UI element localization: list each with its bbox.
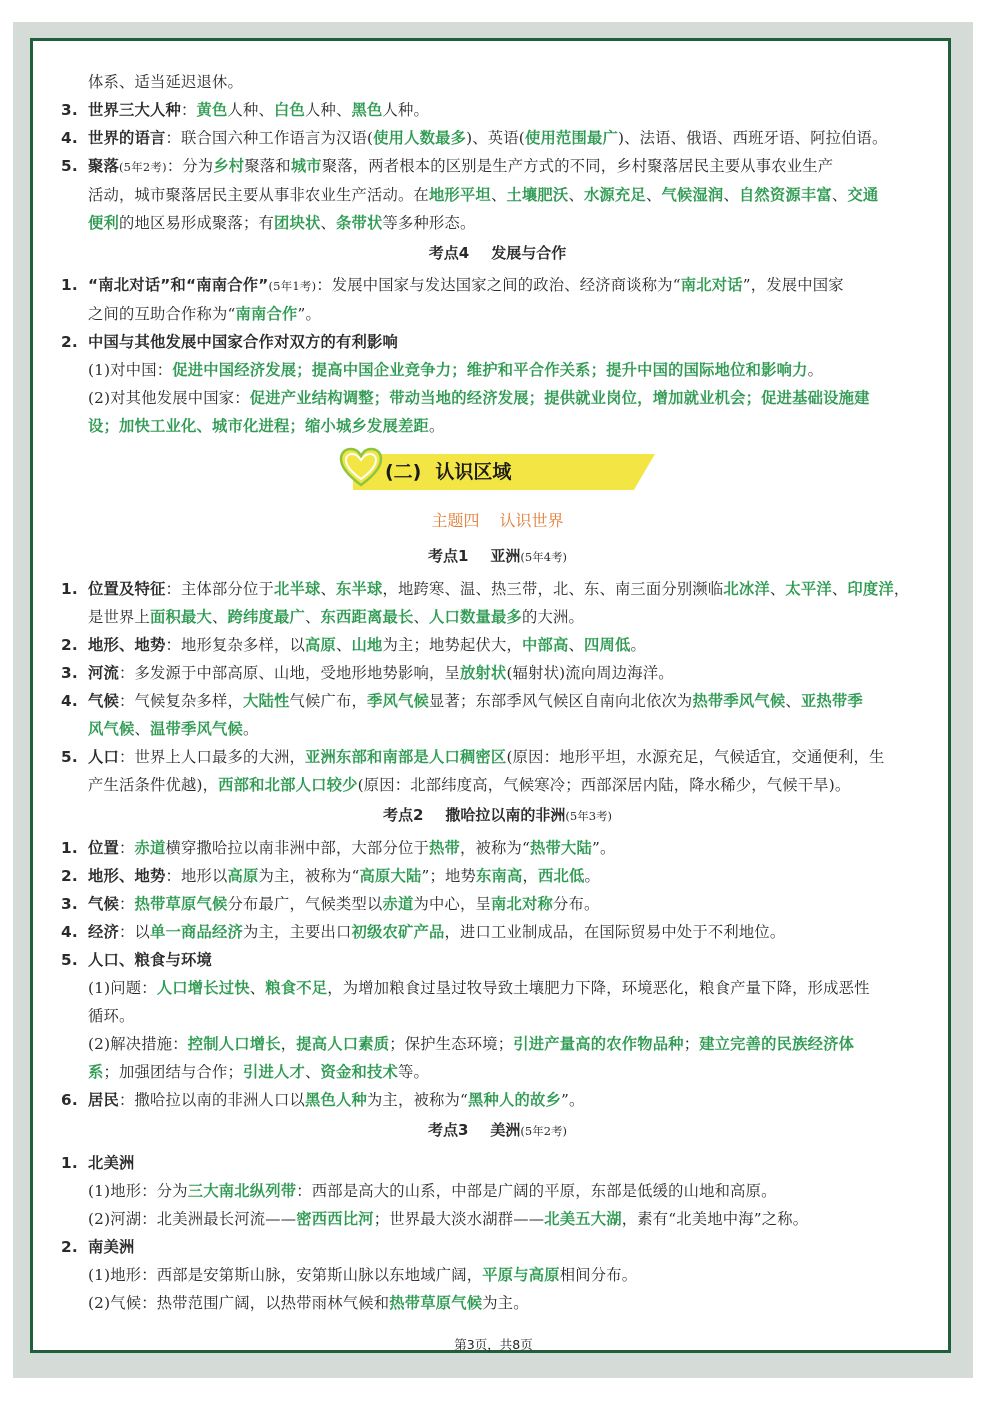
text-line: 系；加强团结与合作；引进人才、资金和技术等。 [88, 1063, 429, 1081]
list-item-africa-population: 5. 人口、粮食与环境 [61, 951, 212, 969]
list-item-africa-terrain: 2. 地形、地势：地形以高原为主，被称为“高原大陆”；地势东南高，西北低。 [61, 867, 601, 885]
text-line: 风气候、温带季风气候。 [88, 720, 259, 738]
heart-icon [338, 446, 384, 488]
list-item-languages: 4. 世界的语言：联合国六种工作语言为汉语(使用人数最多)、英语(使用范围最广)、法语、俄语、西班牙语、阿拉伯语。 [61, 129, 888, 147]
sub-item: (1)对中国：促进中国经济发展；提高中国企业竞争力；维护和平合作关系；提升中国的国际地位和影响力。 [88, 361, 824, 379]
text-line: 循环。 [88, 1007, 135, 1025]
text-line: 产生活条件优越)，西部和北部人口较少(原因：北部纬度高，气候寒冷；西部深居内陆，降水稀少，气候干旱)。 [88, 776, 851, 794]
text-line: 设；加快工业化、城市化进程；缩小城乡发展差距。 [88, 417, 445, 435]
sub-item: (2)解决措施：控制人口增长，提高人口素质；保护生态环境；引进产量高的农作物品种；建立完善的民族经济体 [88, 1035, 855, 1053]
sub-item: (2)河湖：北美洲最长河流——密西西比河；世界最大淡水湖群——北美五大湖，素有“北美地中海”之称。 [88, 1210, 809, 1228]
sub-item: (2)对其他发展中国家：促进产业结构调整；带动当地的经济发展；提供就业岗位，增加就业机会；促进基础设施建 [88, 389, 870, 407]
list-item-north-america: 1. 北美洲 [61, 1154, 135, 1172]
list-item-asia-population: 5. 人口：世界上人口最多的大洲，亚洲东部和南部是人口稠密区(原因：地形平坦，水源充足，气候适宜，交通便利，生 [61, 748, 885, 766]
list-item-races: 3. 世界三大人种：黄色人种、白色人种、黑色人种。 [61, 101, 429, 119]
section-heading-kd3: 考点3 美洲(5年2考) [427, 1121, 568, 1139]
section-heading-kd2: 考点2 撒哈拉以南的非洲(5年3考) [382, 806, 613, 824]
list-item-asia-terrain: 2. 地形、地势：地形复杂多样，以高原、山地为主；地势起伏大，中部高、四周低。 [61, 636, 646, 654]
list-item-africa-location: 1. 位置：赤道横穿撒哈拉以南非洲中部，大部分位于热带，被称为“热带大陆”。 [61, 839, 616, 857]
text-line: 是世界上面积最大、跨纬度最广、东西距离最长、人口数量最多的大洲。 [88, 608, 584, 626]
text-line: 之间的互助合作称为“南南合作”。 [88, 305, 322, 323]
list-item-north-south: 1. “南北对话”和“南南合作”(5年1考)：发展中国家与发达国家之间的政治、经济商谈称为“南北对话”，发展中国家 [61, 276, 844, 294]
text-line: 便利的地区易形成聚落；有团块状、条带状等多种形态。 [88, 214, 476, 232]
page-content [55, 68, 940, 1317]
list-item-asia-rivers: 3. 河流：多发源于中部高原、山地，受地形地势影响，呈放射状(辐射状)流向周边海洋。 [61, 664, 674, 682]
list-item-cooperation-effects: 2. 中国与其他发展中国家合作对双方的有利影响 [61, 333, 398, 351]
list-item-south-america: 2. 南美洲 [61, 1238, 135, 1256]
chapter-banner [55, 444, 940, 502]
list-item-asia-climate: 4. 气候：气候复杂多样，大陆性气候广布，季风气候显著；东部季风气候区自南向北依次为热带季风气候、亚热带季 [61, 692, 863, 710]
sub-item: (2)气候：热带范围广阔，以热带雨林气候和热带草原气候为主。 [88, 1294, 529, 1312]
text-line: 体系、适当延迟退休。 [88, 73, 243, 91]
list-item-africa-residents: 6. 居民：撒哈拉以南的非洲人口以黑色人种为主，被称为“黑种人的故乡”。 [61, 1091, 585, 1109]
list-item-asia-location: 1. 位置及特征：主体部分位于北半球、东半球，地跨寒、温、热三带，北、东、南三面分别濒临北冰洋、太平洋、印度洋， [61, 580, 910, 598]
page-number: 第3页，共8页 [454, 1337, 533, 1352]
list-item-africa-climate: 3. 气候：热带草原气候分布最广，气候类型以赤道为中心，呈南北对称分布。 [61, 895, 600, 913]
chapter-title: (二) 认识区域 [385, 461, 512, 483]
list-item-settlement: 5. 聚落(5年2考)：分为乡村聚落和城市聚落，两者根本的区别是生产方式的不同，乡村聚落居民主要从事农业生产 [61, 157, 834, 175]
list-item-africa-economy: 4. 经济：以单一商品经济为主，主要出口初级农矿产品，进口工业制成品，在国际贸易中处于不利地位。 [61, 923, 786, 941]
sub-item: (1)地形：分为三大南北纵列带：西部是高大的山系，中部是广阔的平原，东部是低缓的山地和高原。 [88, 1182, 777, 1200]
section-heading-kd1: 考点1 亚洲(5年4考) [427, 547, 568, 565]
sub-item: (1)地形：西部是安第斯山脉，安第斯山脉以东地域广阔，平原与高原相间分布。 [88, 1266, 638, 1284]
sub-item: (1)问题：人口增长过快、粮食不足，为增加粮食过垦过牧导致土壤肥力下降，环境恶化，粮食产量下降，形成恶性 [88, 979, 870, 997]
text-line: 活动，城市聚落居民主要从事非农业生产活动。在地形平坦、土壤肥沃、水源充足、气候湿润、自然资源丰富、交通 [88, 186, 879, 204]
section-heading-kd4: 考点4 发展与合作 [428, 244, 567, 262]
theme-title: 主题四 认识世界 [431, 511, 564, 530]
